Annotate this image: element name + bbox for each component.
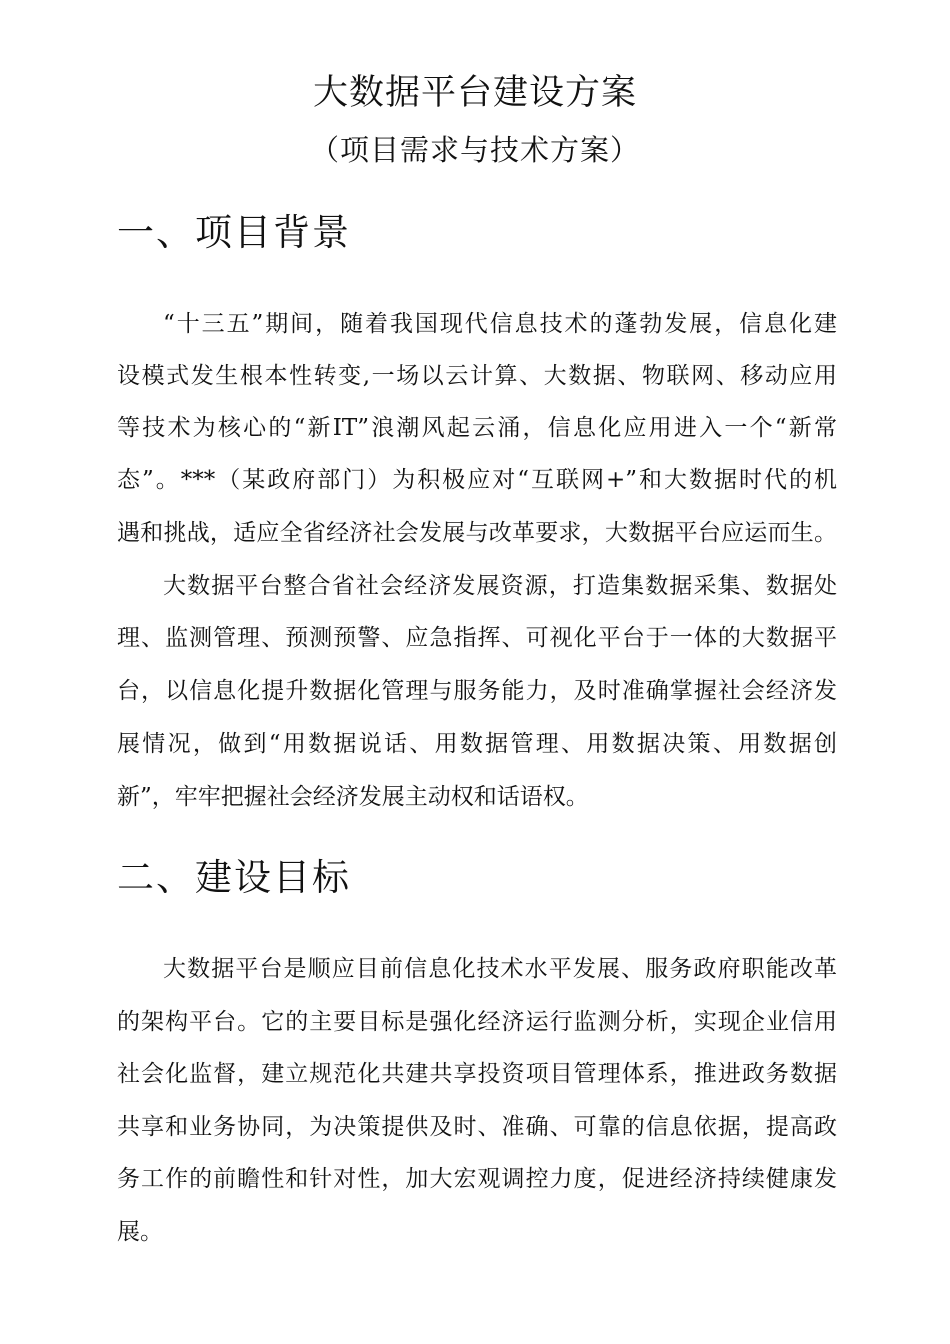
paragraph-line: 的架构平台。它的主要目标是强化经济运行监测分析，实现企业信用 bbox=[117, 1009, 837, 1035]
section-heading-project-background: 一、项目背景 bbox=[117, 211, 351, 254]
paragraph-line: 大数据平台是顺应目前信息化技术水平发展、服务政府职能改革 bbox=[163, 956, 837, 982]
paragraph-line: 态”。***（某政府部门）为积极应对“互联网+”和大数据时代的机 bbox=[117, 467, 837, 493]
paragraph-line: 设模式发生根本性转变,一场以云计算、大数据、物联网、移动应用 bbox=[117, 363, 837, 389]
paragraph-line: 台，以信息化提升数据化管理与服务能力，及时准确掌握社会经济发 bbox=[117, 678, 837, 704]
paragraph-line: 遇和挑战，适应全省经济社会发展与改革要求，大数据平台应运而生。 bbox=[117, 520, 837, 546]
paragraph-line: 共享和业务协同，为决策提供及时、准确、可靠的信息依据，提高政 bbox=[117, 1114, 837, 1140]
paragraph-line: “十三五”期间，随着我国现代信息技术的蓬勃发展，信息化建 bbox=[163, 311, 837, 337]
section-heading-construction-goals: 二、建设目标 bbox=[117, 856, 351, 899]
paragraph-line: 社会化监督，建立规范化共建共享投资项目管理体系，推进政务数据 bbox=[117, 1061, 837, 1087]
paragraph-line: 理、监测管理、预测预警、应急指挥、可视化平台于一体的大数据平 bbox=[117, 625, 837, 651]
document-title: 大数据平台建设方案 bbox=[312, 73, 637, 113]
paragraph-line: 等技术为核心的“新IT”浪潮风起云涌，信息化应用进入一个“新常 bbox=[117, 415, 837, 441]
paragraph-line: 展情况，做到“用数据说话、用数据管理、用数据决策、用数据创 bbox=[117, 731, 837, 757]
paragraph-line: 展。 bbox=[117, 1219, 163, 1245]
document-subtitle: （项目需求与技术方案） bbox=[309, 133, 640, 167]
paragraph-line: 务工作的前瞻性和针对性，加大宏观调控力度，促进经济持续健康发 bbox=[117, 1166, 837, 1192]
paragraph-line: 新”，牢牢把握社会经济发展主动权和话语权。 bbox=[117, 784, 589, 810]
paragraph-line: 大数据平台整合省社会经济发展资源，打造集数据采集、数据处 bbox=[163, 573, 837, 599]
